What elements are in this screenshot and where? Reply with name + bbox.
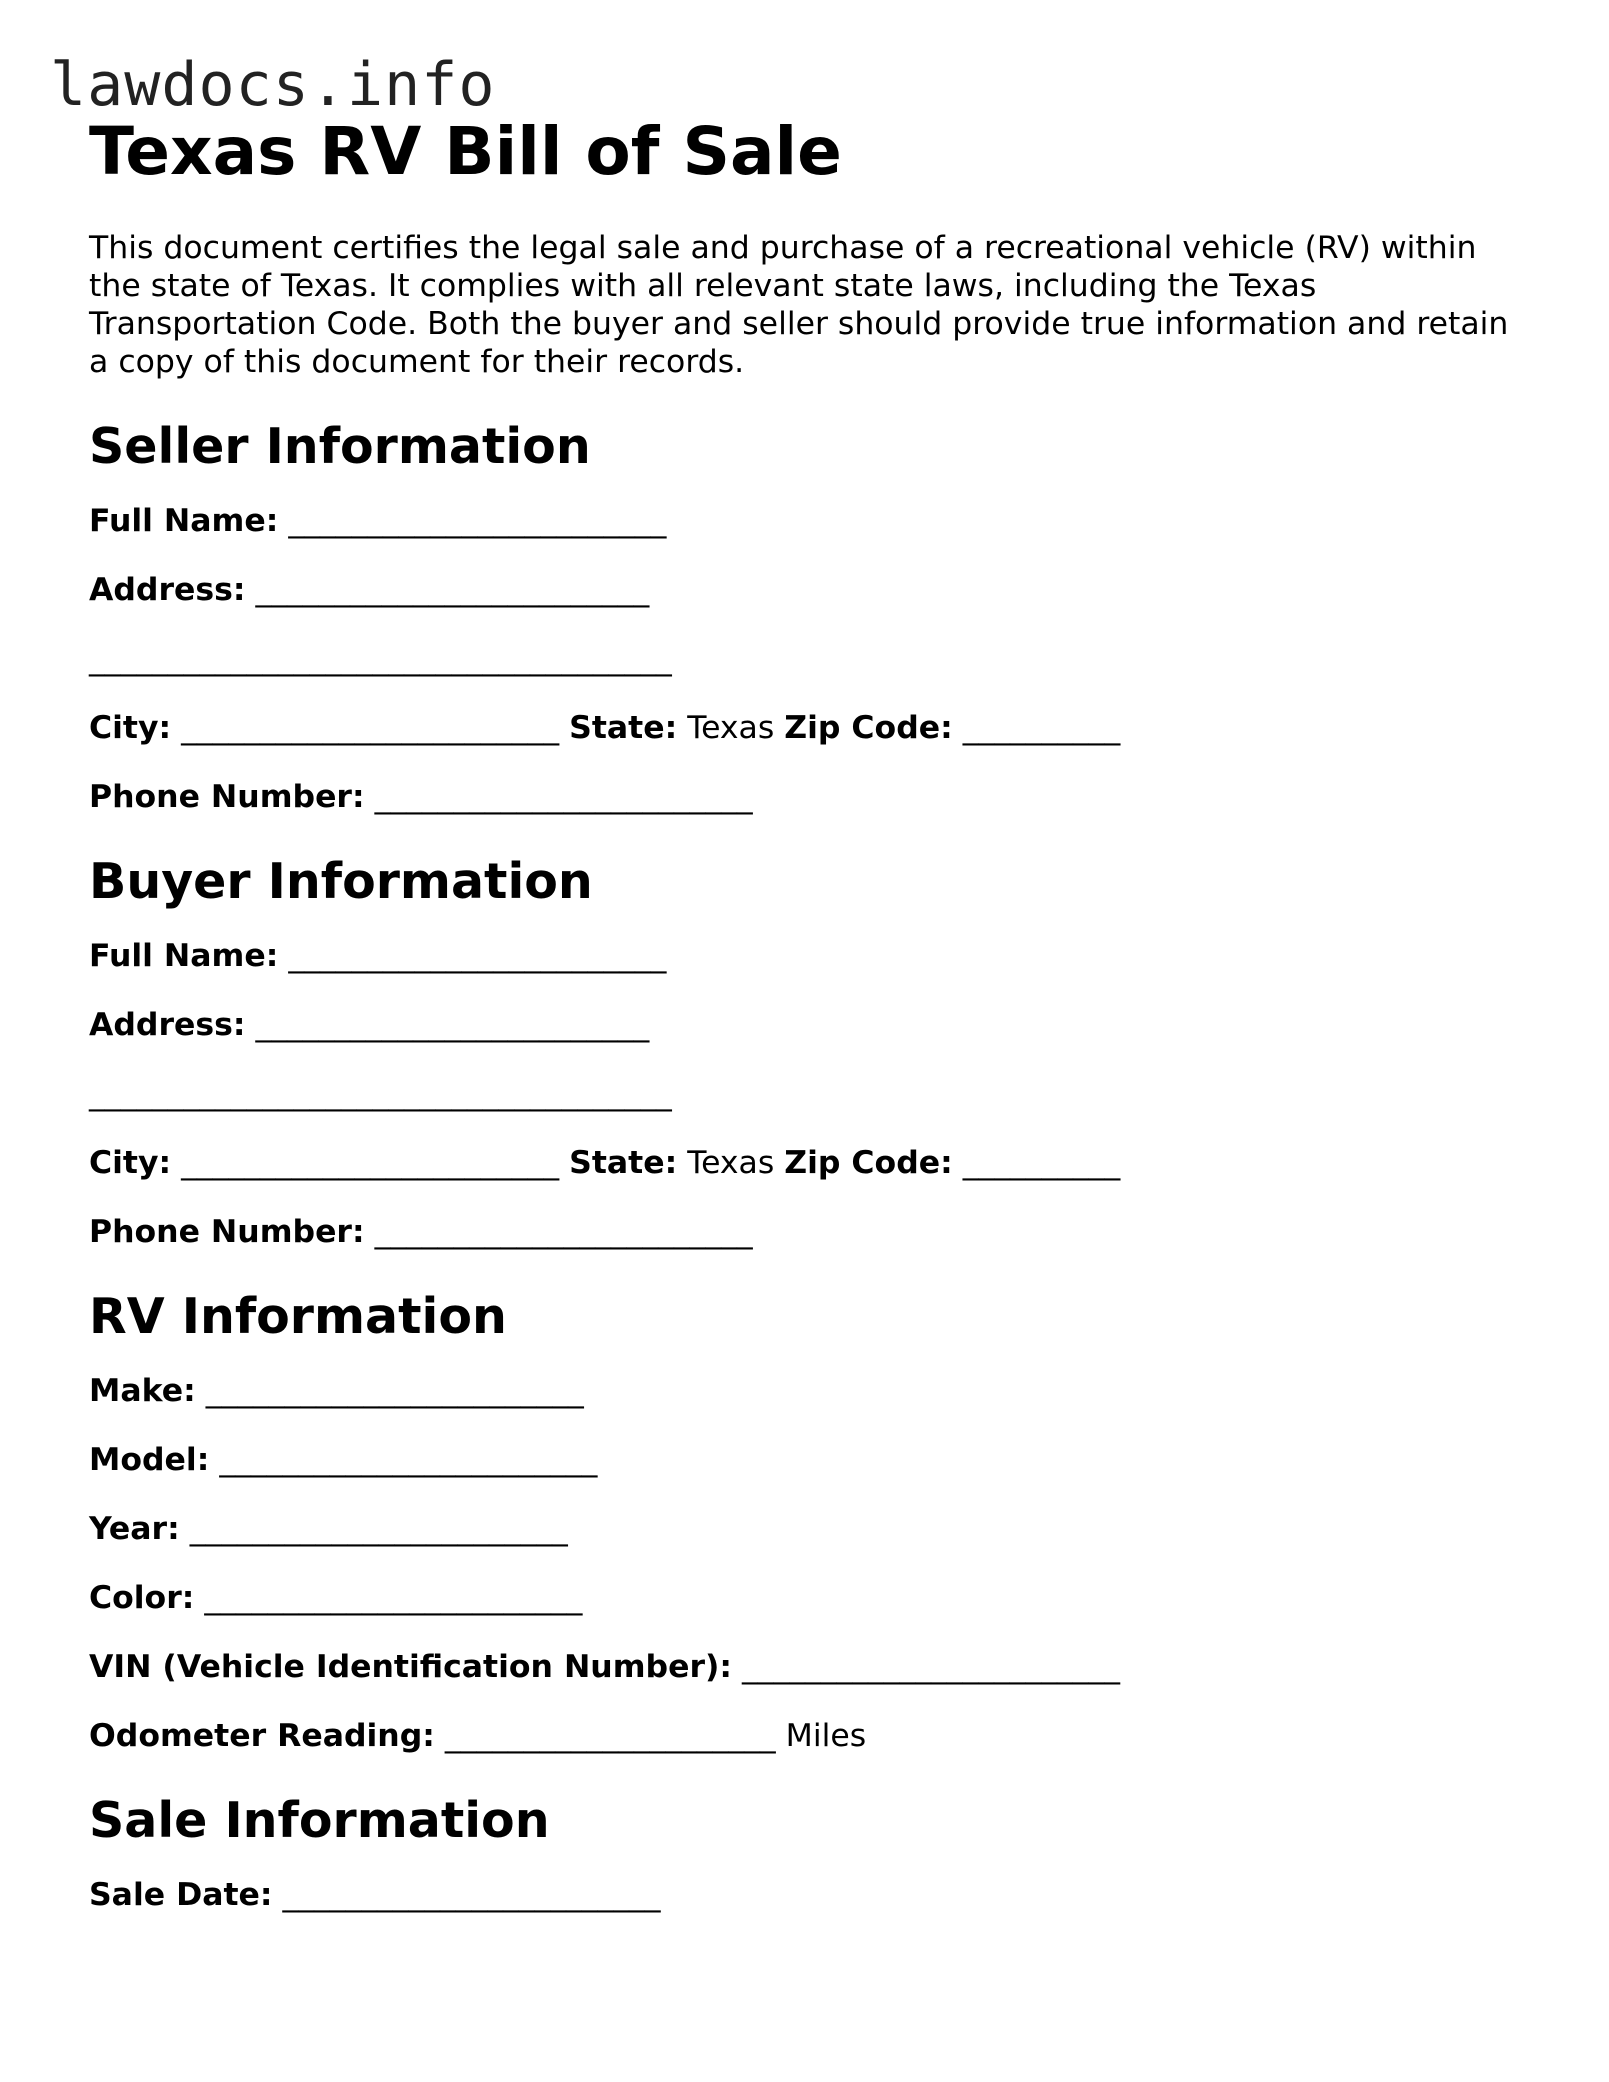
intro-paragraph: This document certifies the legal sale and purchase of a recreational vehicle (RV) within the state of Texas. It complies with all relevant state laws, including the Texas Transportation Code. Both the buyer and seller should provide true information and retain a copy of this document for their records.: [89, 230, 1509, 380]
seller-city-field[interactable]: ________________________: [181, 710, 560, 746]
rv-odometer-unit: Miles: [785, 1718, 867, 1754]
sale-date-field[interactable]: ________________________: [282, 1877, 661, 1913]
seller-zip-field[interactable]: __________: [962, 710, 1121, 746]
seller-state-value: Texas: [687, 710, 775, 746]
seller-address-line2-row: [89, 639, 1529, 679]
buyer-state-label: State:: [569, 1145, 678, 1181]
rv-year-label: Year:: [89, 1511, 180, 1547]
seller-phone-field[interactable]: ________________________: [374, 779, 753, 815]
watermark-logo: lawdocs.info: [50, 50, 496, 120]
document-body: [89, 112, 1529, 1915]
rv-odometer-label: Odometer Reading:: [89, 1718, 435, 1754]
rv-year-field[interactable]: ________________________: [189, 1511, 568, 1547]
buyer-phone-label: Phone Number:: [89, 1214, 365, 1250]
seller-full-name-row: [89, 501, 1529, 541]
seller-state-label: State:: [569, 710, 678, 746]
rv-color-label: Color:: [89, 1580, 195, 1616]
rv-model-label: Model:: [89, 1442, 210, 1478]
rv-make-label: Make:: [89, 1373, 196, 1409]
sale-date-label: Sale Date:: [89, 1877, 273, 1913]
buyer-phone-row: [89, 1212, 1529, 1252]
rv-section-heading: RV Information: [89, 1288, 507, 1345]
buyer-phone-field[interactable]: ________________________: [374, 1214, 753, 1250]
buyer-full-name-label: Full Name:: [89, 938, 279, 974]
rv-odometer-row: [89, 1716, 1529, 1756]
seller-city-state-zip-row: [89, 708, 1529, 748]
rv-vin-label: VIN (Vehicle Identification Number):: [89, 1649, 732, 1685]
rv-vin-field[interactable]: ________________________: [742, 1649, 1121, 1685]
seller-full-name-label: Full Name:: [89, 503, 279, 539]
seller-zip-label: Zip Code:: [784, 710, 953, 746]
seller-address-field[interactable]: _________________________: [255, 572, 650, 608]
rv-color-row: [89, 1578, 1529, 1618]
buyer-zip-field[interactable]: __________: [962, 1145, 1121, 1181]
buyer-address-label: Address:: [89, 1007, 246, 1043]
rv-make-row: [89, 1371, 1529, 1411]
buyer-address-line2-field[interactable]: _____________________________________: [89, 1076, 672, 1112]
sale-section-heading: Sale Information: [89, 1792, 550, 1849]
buyer-section-heading: Buyer Information: [89, 853, 593, 910]
buyer-address-field[interactable]: _________________________: [255, 1007, 650, 1043]
buyer-city-state-zip-row: [89, 1143, 1529, 1183]
buyer-city-field[interactable]: ________________________: [181, 1145, 560, 1181]
rv-model-field[interactable]: ________________________: [219, 1442, 598, 1478]
seller-address-label: Address:: [89, 572, 246, 608]
seller-address-line2-field[interactable]: _____________________________________: [89, 641, 672, 677]
buyer-address-line2-row: [89, 1074, 1529, 1114]
rv-model-row: [89, 1440, 1529, 1480]
rv-make-field[interactable]: ________________________: [205, 1373, 584, 1409]
buyer-full-name-field[interactable]: ________________________: [288, 938, 667, 974]
rv-year-row: [89, 1509, 1529, 1549]
seller-address-row: [89, 570, 1529, 610]
buyer-zip-label: Zip Code:: [784, 1145, 953, 1181]
seller-phone-row: [89, 777, 1529, 817]
seller-section-heading: Seller Information: [89, 418, 591, 475]
buyer-address-row: [89, 1005, 1529, 1045]
rv-color-field[interactable]: ________________________: [204, 1580, 583, 1616]
buyer-city-label: City:: [89, 1145, 172, 1181]
sale-date-row: [89, 1875, 1529, 1915]
rv-vin-row: [89, 1647, 1529, 1687]
rv-odometer-field[interactable]: _____________________: [444, 1718, 776, 1754]
seller-city-label: City:: [89, 710, 172, 746]
page-title: Texas RV Bill of Sale: [89, 113, 842, 190]
buyer-full-name-row: [89, 936, 1529, 976]
buyer-state-value: Texas: [687, 1145, 775, 1181]
seller-phone-label: Phone Number:: [89, 779, 365, 815]
seller-full-name-field[interactable]: ________________________: [288, 503, 667, 539]
